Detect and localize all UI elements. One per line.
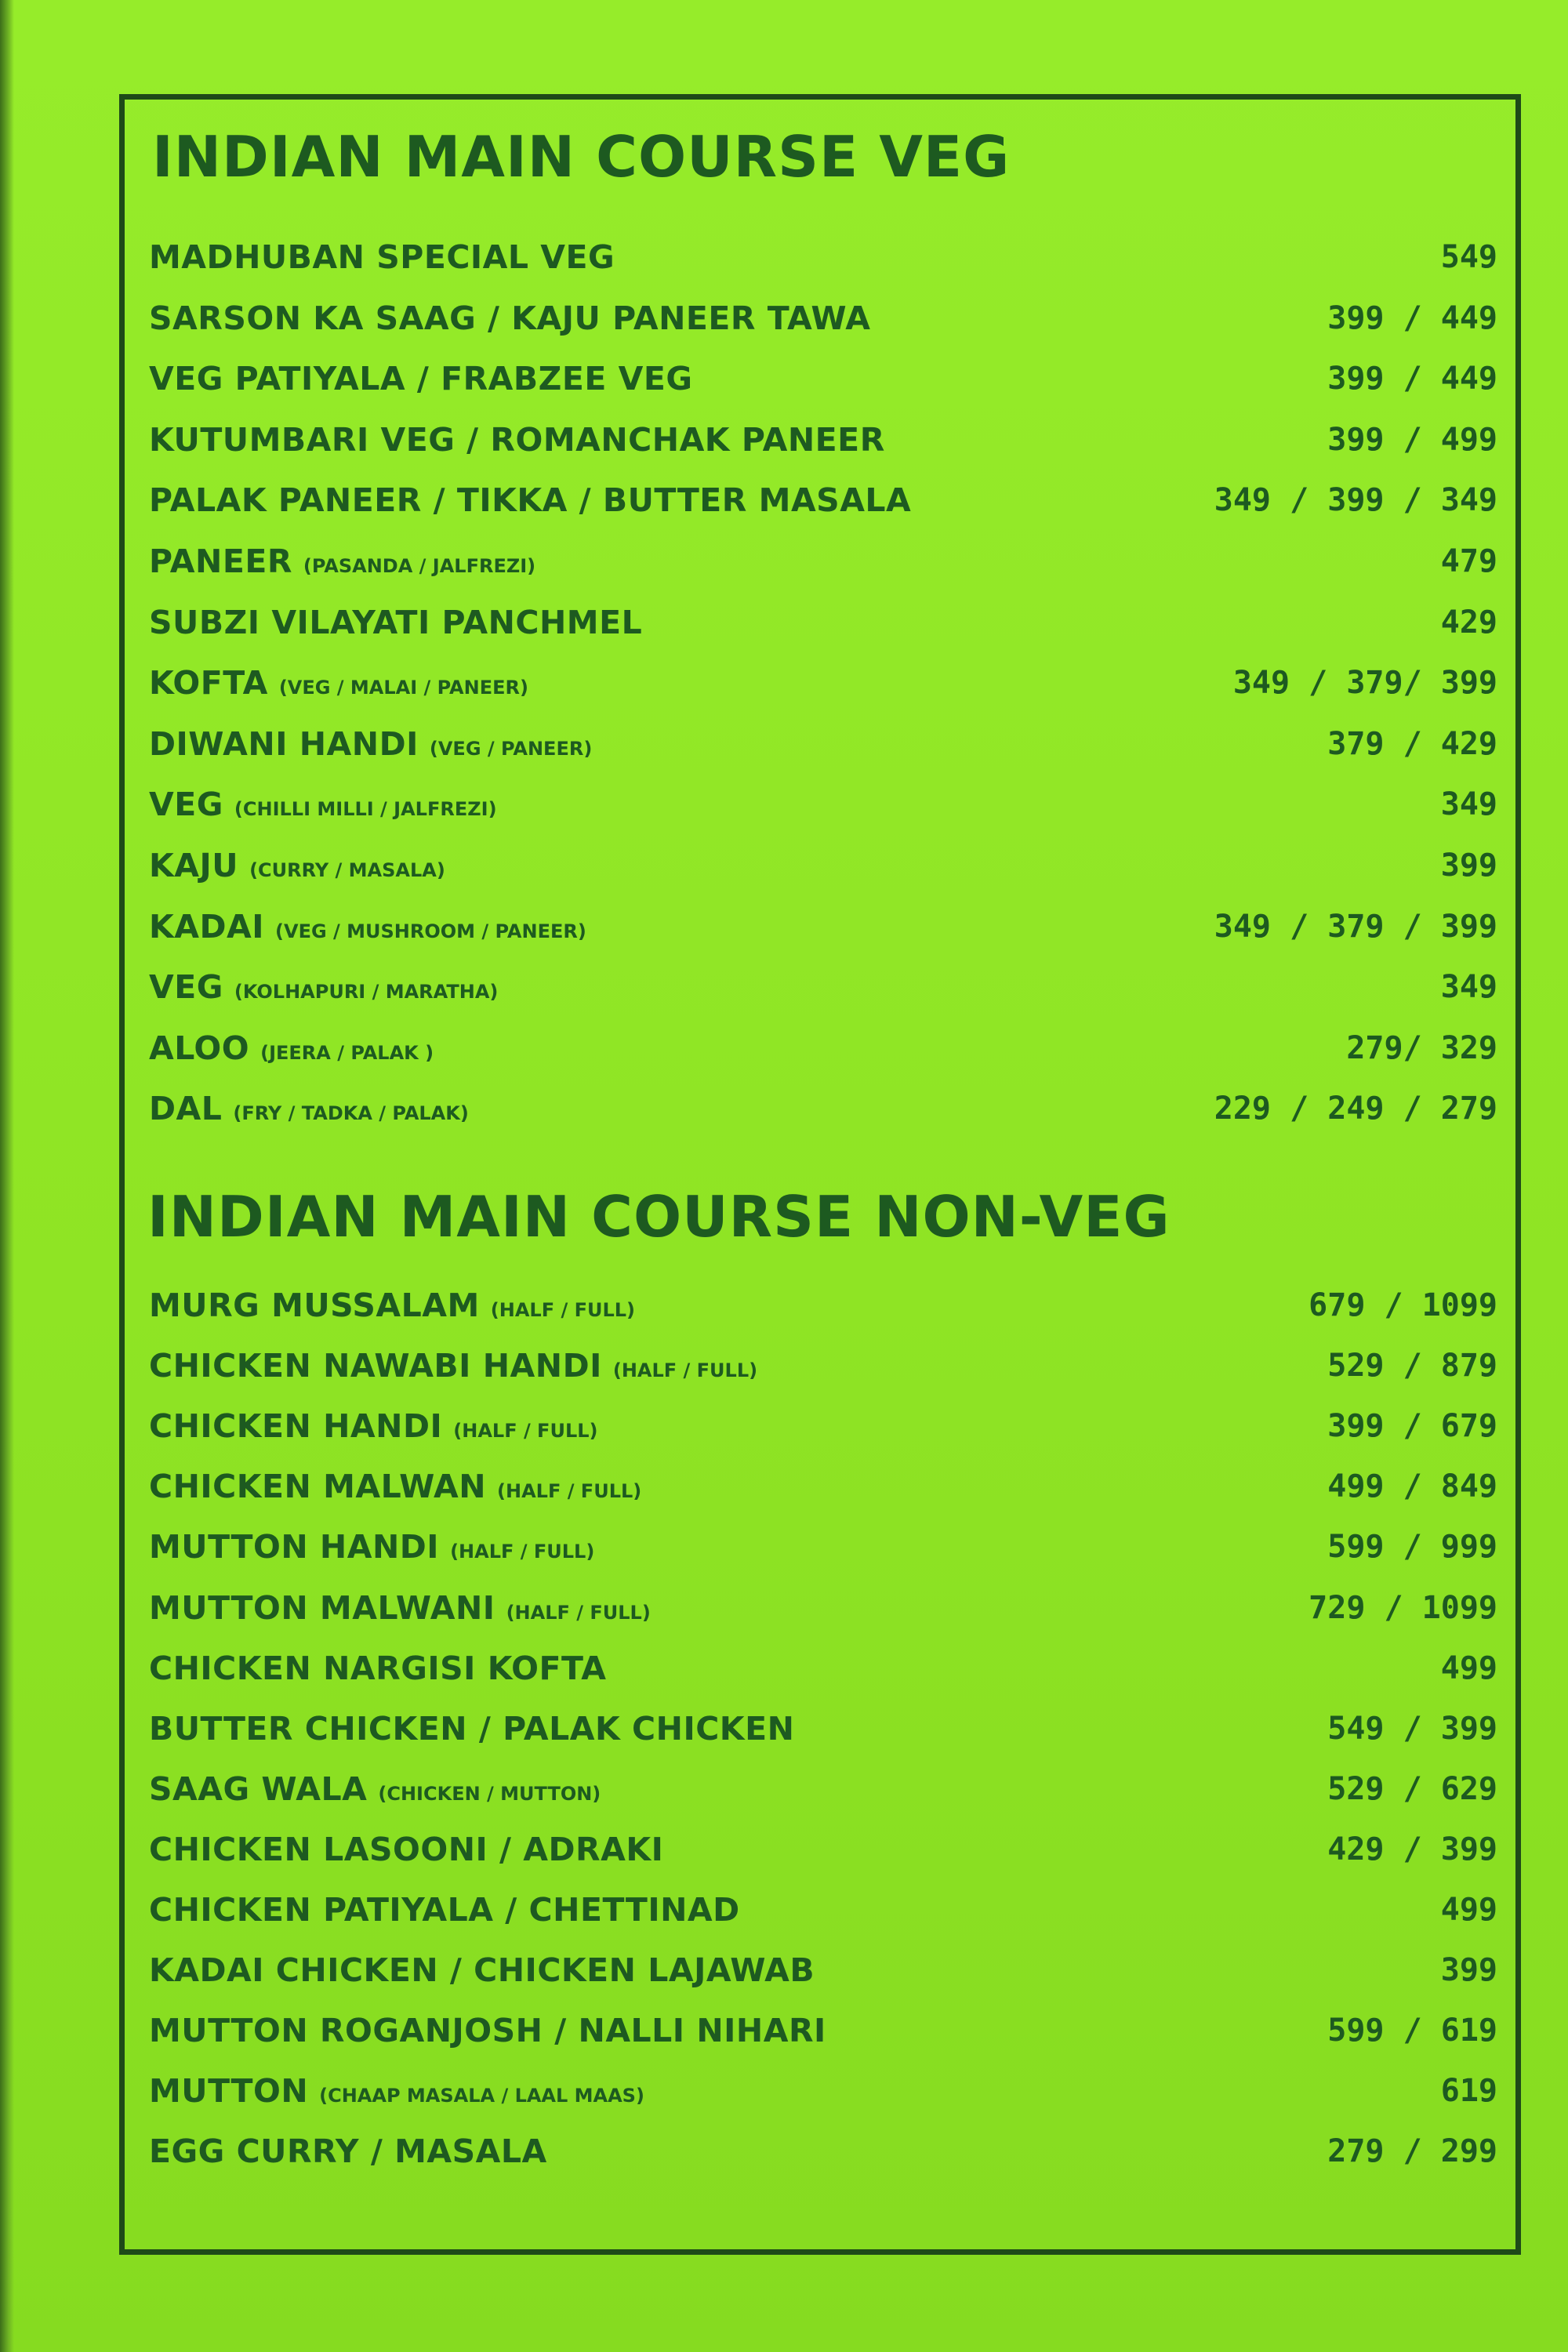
menu-item <box>149 1282 1497 1329</box>
menu-item <box>149 1523 1497 1570</box>
item-label <box>149 1347 757 1385</box>
item-price: 599 / 999 <box>1327 1529 1497 1565</box>
item-label <box>149 2012 826 2049</box>
menu-item <box>149 1342 1497 1389</box>
item-note: (CHILLI MILLI / JALFREZI) <box>234 798 497 820</box>
section-title: INDIAN MAIN COURSE VEG <box>152 124 1011 190</box>
item-name: CHICKEN LASOONI / ADRAKI <box>149 1831 664 1868</box>
item-note: (HALF / FULL) <box>497 1480 642 1502</box>
item-name: VEG <box>149 968 223 1006</box>
menu-item <box>149 1463 1497 1510</box>
menu-item <box>149 2067 1497 2114</box>
item-label <box>149 847 445 884</box>
item-note: (CHAAP MASALA / LAAL MAAS) <box>319 2085 644 2107</box>
item-note: (VEG / MUSHROOM / PANEER) <box>275 920 586 942</box>
item-name: KOFTA <box>149 664 268 702</box>
item-name: EGG CURRY / MASALA <box>149 2132 547 2170</box>
menu-item <box>149 1085 1497 1132</box>
item-price: 349 <box>1440 969 1497 1005</box>
item-name: DAL <box>149 1090 223 1127</box>
item-label <box>149 481 911 519</box>
item-price: 399 / 449 <box>1327 361 1497 397</box>
item-price: 499 <box>1440 1892 1497 1928</box>
menu-item <box>149 599 1497 646</box>
menu-item <box>149 234 1497 281</box>
item-price: 619 <box>1440 2073 1497 2109</box>
menu-item <box>149 2128 1497 2175</box>
item-price: 679 / 1099 <box>1308 1287 1497 1323</box>
section-title: INDIAN MAIN COURSE NON-VEG <box>147 1184 1171 1250</box>
item-label <box>149 1090 469 1127</box>
menu-item <box>149 295 1497 342</box>
item-label <box>149 2072 644 2110</box>
item-label <box>149 2132 547 2170</box>
menu-item <box>149 477 1497 524</box>
item-label <box>149 1710 794 1748</box>
item-price: 229 / 249 / 279 <box>1214 1091 1497 1127</box>
item-price: 549 / 399 <box>1327 1711 1497 1747</box>
item-name: MUTTON MALWANI <box>149 1589 495 1627</box>
item-price: 349 / 399 / 349 <box>1214 482 1497 518</box>
menu-item <box>149 1645 1497 1692</box>
item-name: MUTTON HANDI <box>149 1528 440 1566</box>
item-name: BUTTER CHICKEN / PALAK CHICKEN <box>149 1710 795 1748</box>
page-edge <box>0 0 14 2352</box>
item-price: 349 <box>1440 786 1497 822</box>
item-label <box>149 299 871 337</box>
menu-item <box>149 781 1497 828</box>
item-name: DIWANI HANDI <box>149 725 419 763</box>
item-label <box>149 360 693 397</box>
item-price: 379 / 429 <box>1327 726 1497 762</box>
item-note: (HALF / FULL) <box>612 1359 758 1381</box>
item-name: PALAK PANEER / TIKKA / BUTTER MASALA <box>149 481 912 519</box>
item-price: 729 / 1099 <box>1308 1590 1497 1626</box>
menu-item <box>149 1584 1497 1632</box>
menu-item <box>149 1766 1497 1813</box>
item-label <box>149 1891 740 1929</box>
item-price: 499 / 849 <box>1327 1468 1497 1504</box>
item-label <box>149 604 642 641</box>
item-name: CHICKEN NAWABI HANDI <box>149 1347 602 1385</box>
item-name: SARSON KA SAAG / KAJU PANEER TAWA <box>149 299 871 337</box>
item-price: 349 / 379 / 399 <box>1214 909 1497 945</box>
item-price: 399 / 499 <box>1327 422 1497 458</box>
menu-item <box>149 1886 1497 1933</box>
item-price: 549 <box>1440 239 1497 275</box>
item-note: (CURRY / MASALA) <box>249 859 445 881</box>
item-price: 429 <box>1440 604 1497 641</box>
item-label <box>149 238 615 276</box>
item-name: MUTTON <box>149 2072 309 2110</box>
item-note: (JEERA / PALAK ) <box>260 1042 434 1064</box>
item-label <box>149 1528 594 1566</box>
item-label <box>149 1468 641 1505</box>
menu-item <box>149 842 1497 889</box>
item-name: SAAG WALA <box>149 1770 368 1808</box>
menu-item <box>149 1025 1497 1072</box>
item-label <box>149 421 885 459</box>
item-note: (HALF / FULL) <box>450 1541 595 1563</box>
item-label <box>149 1407 598 1445</box>
item-price: 399 / 679 <box>1327 1408 1497 1444</box>
item-label <box>149 725 592 763</box>
item-label <box>149 968 498 1006</box>
item-note: (VEG / MALAI / PANEER) <box>278 677 528 699</box>
item-label <box>149 1770 601 1808</box>
menu-item <box>149 416 1497 463</box>
item-price: 529 / 879 <box>1327 1348 1497 1384</box>
menu-item <box>149 2007 1497 2054</box>
item-note: (HALF / FULL) <box>453 1420 598 1442</box>
item-name: KADAI <box>149 908 265 946</box>
item-label <box>149 1287 635 1324</box>
menu-item <box>149 538 1497 585</box>
menu-item <box>149 659 1497 706</box>
menu-item <box>149 720 1497 768</box>
item-label <box>149 543 535 580</box>
item-name: SUBZI VILAYATI PANCHMEL <box>149 604 643 641</box>
item-note: (CHICKEN / MUTTON) <box>378 1783 601 1805</box>
menu-item <box>149 1826 1497 1873</box>
item-price: 499 <box>1440 1650 1497 1686</box>
item-label <box>149 1029 434 1067</box>
item-name: VEG PATIYALA / FRABZEE VEG <box>149 360 693 397</box>
item-price: 399 <box>1440 848 1497 884</box>
item-label <box>149 1951 815 1989</box>
item-label <box>149 908 586 946</box>
menu-item <box>149 1947 1497 1994</box>
menu-item <box>149 355 1497 402</box>
item-name: KUTUMBARI VEG / ROMANCHAK PANEER <box>149 421 885 459</box>
item-name: CHICKEN HANDI <box>149 1407 443 1445</box>
item-price: 479 <box>1440 543 1497 579</box>
item-name: KADAI CHICKEN / CHICKEN LAJAWAB <box>149 1951 815 1989</box>
item-price: 279 / 299 <box>1327 2133 1497 2169</box>
item-name: KAJU <box>149 847 239 884</box>
item-note: (KOLHAPURI / MARATHA) <box>234 981 499 1003</box>
item-label <box>149 664 528 702</box>
item-price: 529 / 629 <box>1327 1771 1497 1807</box>
item-price: 399 <box>1440 1952 1497 1988</box>
item-name: CHICKEN MALWAN <box>149 1468 487 1505</box>
item-name: MUTTON ROGANJOSH / NALLI NIHARI <box>149 2012 826 2049</box>
item-note: (FRY / TADKA / PALAK) <box>233 1102 469 1124</box>
item-note: (VEG / PANEER) <box>429 738 593 760</box>
item-note: (HALF / FULL) <box>506 1602 651 1624</box>
menu-item <box>149 1705 1497 1752</box>
item-price: 429 / 399 <box>1327 1831 1497 1867</box>
item-label <box>149 786 497 823</box>
item-label <box>149 1650 607 1687</box>
item-price: 399 / 449 <box>1327 300 1497 336</box>
item-label <box>149 1589 651 1627</box>
item-name: CHICKEN PATIYALA / CHETTINAD <box>149 1891 740 1929</box>
item-price: 349 / 379/ 399 <box>1232 665 1497 701</box>
item-note: (PASANDA / JALFREZI) <box>303 555 536 577</box>
menu-item <box>149 903 1497 950</box>
item-name: MURG MUSSALAM <box>149 1287 480 1324</box>
item-label <box>149 1831 663 1868</box>
item-name: ALOO <box>149 1029 250 1067</box>
item-name: PANEER <box>149 543 292 580</box>
item-name: VEG <box>149 786 223 823</box>
item-name: CHICKEN NARGISI KOFTA <box>149 1650 607 1687</box>
item-note: (HALF / FULL) <box>490 1299 636 1321</box>
item-price: 599 / 619 <box>1327 2013 1497 2049</box>
item-name: MADHUBAN SPECIAL VEG <box>149 238 615 276</box>
menu-item <box>149 1403 1497 1450</box>
item-price: 279/ 329 <box>1346 1030 1497 1066</box>
menu-item <box>149 964 1497 1011</box>
